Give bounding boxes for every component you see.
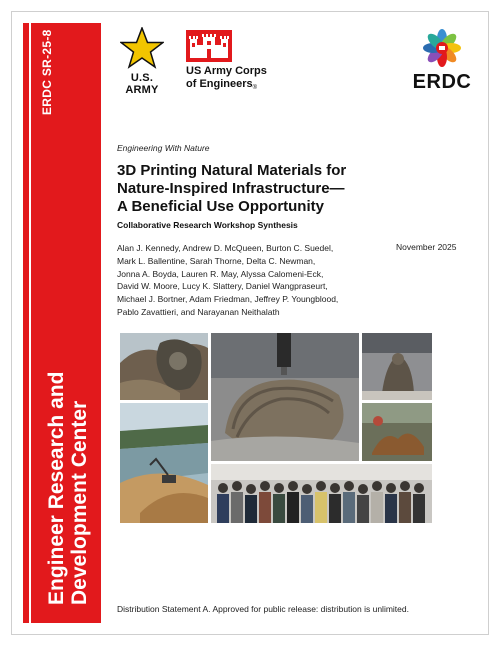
- report-number: ERDC SR-25-8: [40, 29, 54, 115]
- registered-mark: ®: [252, 85, 258, 91]
- us-army-logo: [113, 27, 171, 96]
- photo-oyster-reef: [120, 333, 208, 400]
- series-name: Engineering With Nature: [117, 143, 210, 153]
- distribution-statement: Distribution Statement A. Approved for public release: distribution is unlimited.: [117, 604, 409, 614]
- publication-date: November 2025: [396, 242, 457, 252]
- erdc-wordmark: ERDC: [412, 71, 472, 93]
- usace-wordmark: [186, 65, 267, 95]
- photo-printed-sculpture: [362, 333, 432, 400]
- army-star-icon: [120, 27, 164, 69]
- center-name: [45, 372, 91, 605]
- usace-line1: US Army Corps: [186, 65, 267, 77]
- photo-river-dredge: [120, 403, 208, 523]
- title-line1: 3D Printing Natural Materials for: [117, 162, 347, 179]
- photo-lab-samples: [362, 403, 432, 461]
- author-list: [117, 242, 377, 319]
- center-name-line1: Engineer Research and: [45, 371, 68, 605]
- center-name-line2: Development Center: [68, 400, 91, 605]
- usace-line2: of Engineers®: [186, 78, 258, 91]
- usace-castle-icon: [186, 30, 232, 62]
- author-line: Alan J. Kennedy, Andrew D. McQueen, Burton C. Suedel,: [117, 243, 334, 253]
- army-wordmark: U.S. ARMY: [125, 72, 159, 96]
- author-line: Jonna A. Boyda, Lauren R. May, Alyssa Calomeni-Eck,: [117, 268, 324, 279]
- author-line: Pablo Zavattieri, and Narayanan Neithalath: [117, 306, 280, 317]
- author-line: Michael J. Bortner, Adam Friedman, Jeffrey P. Youngblood,: [117, 294, 339, 305]
- title-line3: A Beneficial Use Opportunity: [117, 198, 324, 215]
- erdc-logo: [412, 28, 472, 94]
- report-title: [117, 162, 372, 216]
- title-line2: Nature-Inspired Infrastructure—: [117, 180, 345, 197]
- erdc-flower-icon: [420, 28, 464, 68]
- photo-workshop-group: [211, 464, 432, 523]
- author-line: Mark L. Ballentine, Sarah Thorne, Delta C. Newman,: [117, 255, 316, 266]
- report-subtitle: Collaborative Research Workshop Synthesis: [117, 220, 298, 230]
- cover-photo-collage: [120, 333, 432, 523]
- photo-3d-print-structure: [211, 333, 359, 461]
- author-line: David W. Moore, Lucy K. Slattery, Daniel Wangpraseurt,: [117, 281, 328, 292]
